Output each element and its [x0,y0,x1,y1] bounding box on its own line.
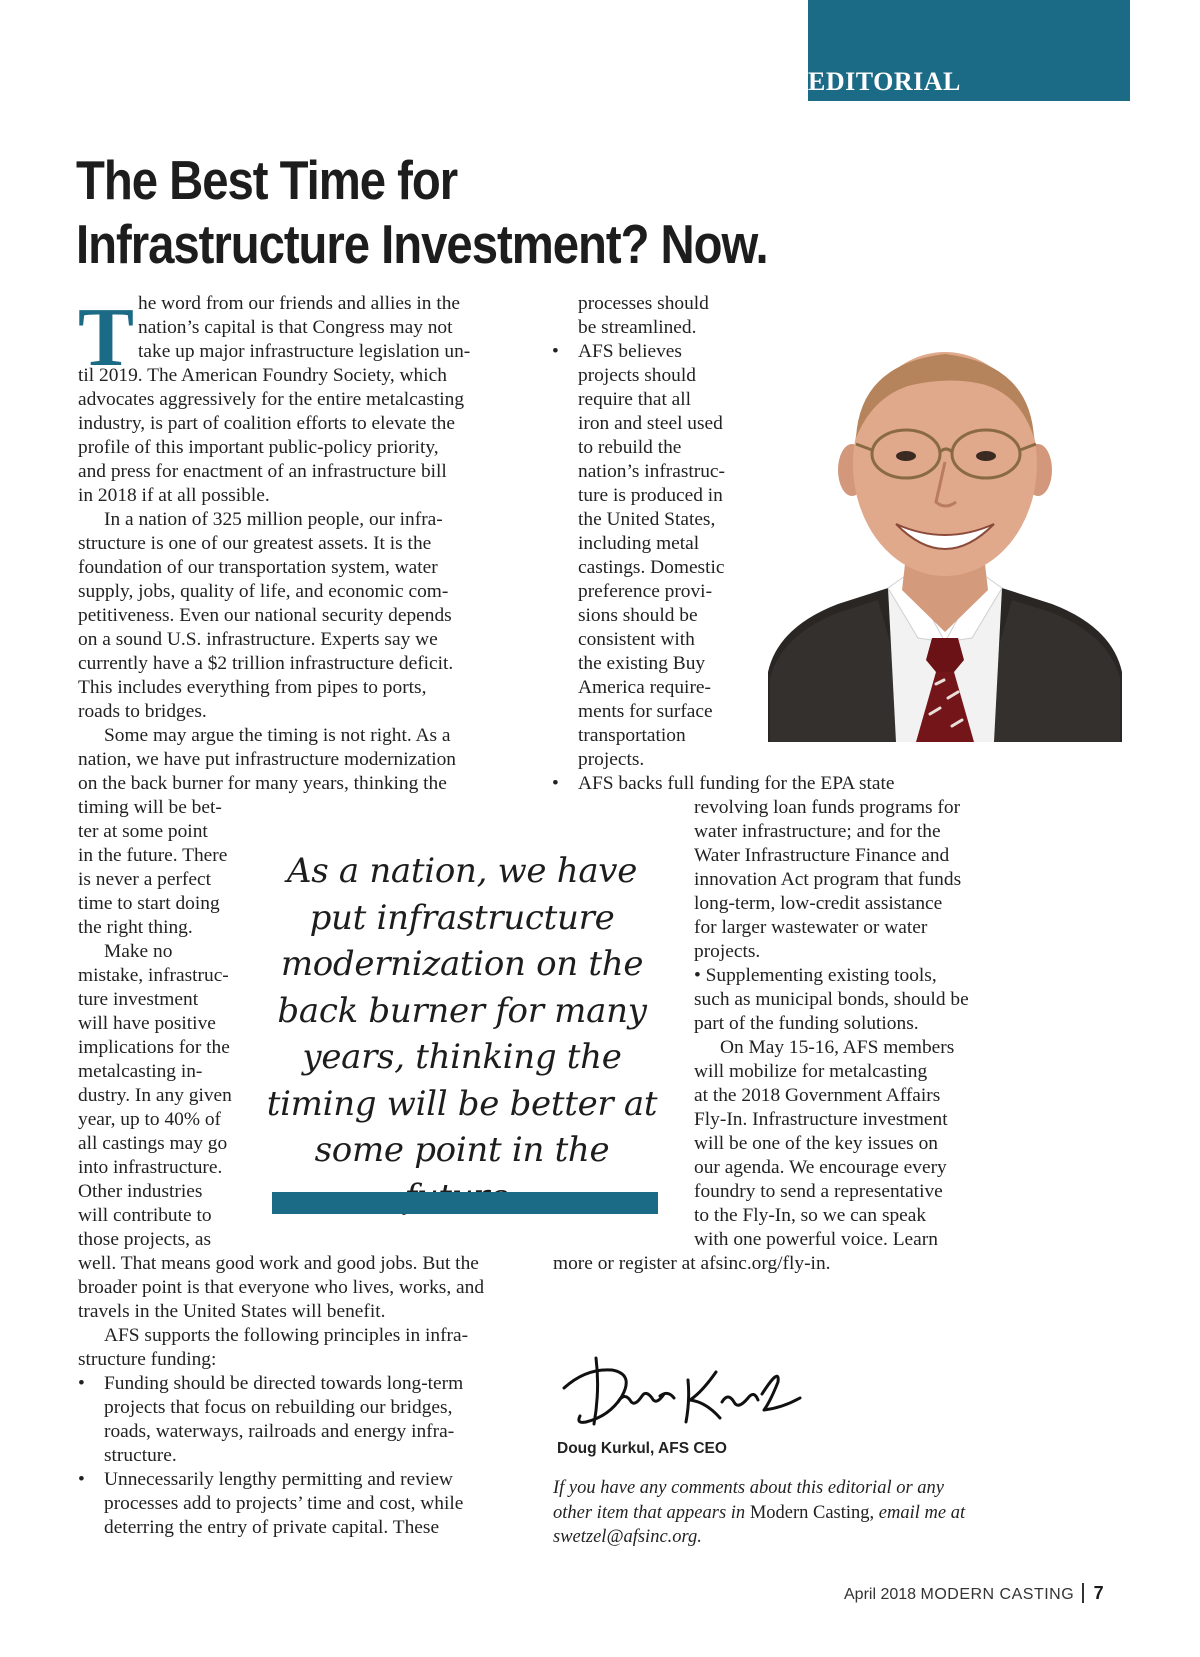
article-line: the existing Buy [578,653,706,674]
article-line: the United States, [578,509,716,530]
bullet-marker: • [78,1469,85,1490]
article-line: revolving loan funds programs for [694,797,961,818]
article-line: long-term, low-credit assistance [694,893,943,914]
article-line: sions should be [578,605,698,626]
article-line: AFS supports the following principles in infra- [104,1325,469,1346]
article-line: Make no [104,941,173,962]
headline-line-1: The Best Time for [76,149,458,211]
author-photo [768,342,1122,742]
article-line: in 2018 if at all possible. [78,485,270,506]
section-label: EDITORIAL [808,67,961,96]
footer-publication: MODERN CASTING [920,1586,1075,1603]
article-line: ments for surface [578,701,713,722]
article-line: nation’s capital is that Congress may not [138,317,453,338]
article-line: profile of this important public-policy priority, [78,437,439,458]
article-line: supply, jobs, quality of life, and economic com- [78,581,449,602]
article-line: foundation of our transportation system, water [78,557,438,578]
article-line: projects. [578,749,645,770]
drop-cap: T [78,291,135,384]
article-line: implications for the [78,1037,230,1058]
footer-divider [1082,1583,1084,1603]
article-line: year, up to 40% of [78,1109,221,1130]
signature-image [556,1350,806,1430]
article-line: part of the funding solutions. [694,1013,919,1034]
article-line: This includes everything from pipes to ports, [78,677,427,698]
article-line: on the back burner for many years, thinking the [78,773,447,794]
article-line: timing will be bet- [78,797,222,818]
article-line: he word from our friends and allies in the [138,293,461,314]
article-line: will mobilize for metalcasting [694,1061,928,1082]
article-line: advocates aggressively for the entire metalcasting [78,389,465,410]
article-line: structure. [104,1445,177,1466]
bullet-marker: • [552,341,559,362]
comment-line-2-pre: other item that appears in [553,1502,746,1523]
section-tab [808,0,1130,101]
article-line: industry, is part of coalition efforts to elevate the [78,413,455,434]
article-line: mistake, infrastruc- [78,965,229,986]
article-line: metalcasting in- [78,1061,203,1082]
article-line: innovation Act program that funds [694,869,962,890]
article-line: nation’s infrastruc- [578,461,726,482]
headline-line-2: Infrastructure Investment? Now. [76,213,768,275]
article-line: with one powerful voice. Learn [694,1229,938,1250]
article-line: including metal [578,533,700,554]
pull-quote-rule [272,1192,658,1214]
article-line: ture investment [78,989,199,1010]
magazine-name: Modern Casting, [749,1502,875,1523]
article-line: require that all [578,389,692,410]
article-line: processes should [578,293,709,314]
article-line: will have positive [78,1013,216,1034]
article-line: well. That means good work and good jobs. But the [78,1253,479,1274]
article-line: Funding should be directed towards long-term [104,1373,464,1394]
comment-line-1: If you have any comments about this editorial or any [553,1478,945,1498]
article-line: currently have a $2 trillion infrastructure deficit. [78,653,454,674]
article-line: AFS believes [578,341,682,362]
article-line: On May 15-16, AFS members [720,1037,955,1058]
article-line: take up major infrastructure legislation un- [138,341,471,362]
article-line: projects should [578,365,696,386]
article-line: time to start doing [78,893,220,914]
article-line: Unnecessarily lengthy permitting and review [104,1469,453,1490]
article-line: transportation [578,725,686,746]
article-line: to the Fly-In, so we can speak [694,1205,927,1226]
article-line: and press for enactment of an infrastructure bill [78,461,447,482]
article-line: for larger wastewater or water [694,917,928,938]
article-line: will be one of the key issues on [694,1133,938,1154]
article-line: iron and steel used [578,413,723,434]
article-line: Some may argue the timing is not right. As a [104,725,451,746]
article-line: foundry to send a representative [694,1181,943,1202]
article-line: Other industries [78,1181,203,1202]
comment-note [553,1476,1013,1550]
article-line: roads to bridges. [78,701,207,722]
article-line: the right thing. [78,917,193,938]
article-line: Fly-In. Infrastructure investment [694,1109,948,1130]
article-line: more or register at afsinc.org/fly-in. [553,1253,831,1274]
article-line: projects. [694,941,761,962]
signature-name: Doug Kurkul, AFS CEO [557,1440,727,1457]
page-number: 7 [1093,1583,1104,1603]
article-line: will contribute to [78,1205,212,1226]
article-line: travels in the United States will benefit. [78,1301,386,1322]
article-line: is never a perfect [78,869,211,890]
article-line: deterring the entry of private capital. These [104,1517,440,1538]
article-line: America require- [578,677,711,698]
article-line: roads, waterways, railroads and energy infra- [104,1421,455,1442]
article-line: at the 2018 Government Affairs [694,1085,941,1106]
article-line: In a nation of 325 million people, our infra- [104,509,443,530]
article-line: those projects, as [78,1229,212,1250]
bullet-marker: • [78,1373,85,1394]
contact-email[interactable]: swetzel@afsinc.org. [553,1527,702,1547]
article-line: processes add to projects’ time and cost, while [104,1493,464,1514]
article-line: • Supplementing existing tools, [694,965,937,986]
article-line: structure is one of our greatest assets. It is the [78,533,432,554]
article-line: Water Infrastructure Finance and [694,845,950,866]
article-line: AFS backs full funding for the EPA state [578,773,895,794]
pull-quote: As a nation, we have put infrastructure modernization on the back burner for many years, thinking the timing will be better at some point in the [266,851,658,1170]
article-line: castings. Domestic [578,557,725,578]
comment-line-2-post: email me at [878,1502,966,1523]
page-title [76,148,781,276]
article-line: dustry. In any given [78,1085,232,1106]
article-line: on a sound U.S. infrastructure. Experts say we [78,629,438,650]
article-line: to rebuild the [578,437,682,458]
article-line: be streamlined. [578,317,697,338]
article-line: consistent with [578,629,695,650]
article-line: all castings may go [78,1133,228,1154]
article-line: our agenda. We encourage every [694,1157,947,1178]
article-line: nation, we have put infrastructure modernization [78,749,456,770]
article-line: into infrastructure. [78,1157,223,1178]
bullet-marker: • [552,773,559,794]
article-line: broader point is that everyone who lives, works, and [78,1277,485,1298]
footer-date: April 2018 [844,1586,917,1603]
article-line: structure funding: [78,1349,217,1370]
article-line: til 2019. The American Foundry Society, which [78,365,447,386]
article-line: ture is produced in [578,485,723,506]
article-line: in the future. There [78,845,228,866]
article-line: preference provi- [578,581,713,602]
article-line: such as municipal bonds, should be [694,989,969,1010]
article-line: projects that focus on rebuilding our bridges, [104,1397,453,1418]
article-line: water infrastructure; and for the [694,821,941,842]
page-footer [844,1583,1104,1604]
article-line: petitiveness. Even our national security depends [78,605,452,626]
article-line: ter at some point [78,821,208,842]
